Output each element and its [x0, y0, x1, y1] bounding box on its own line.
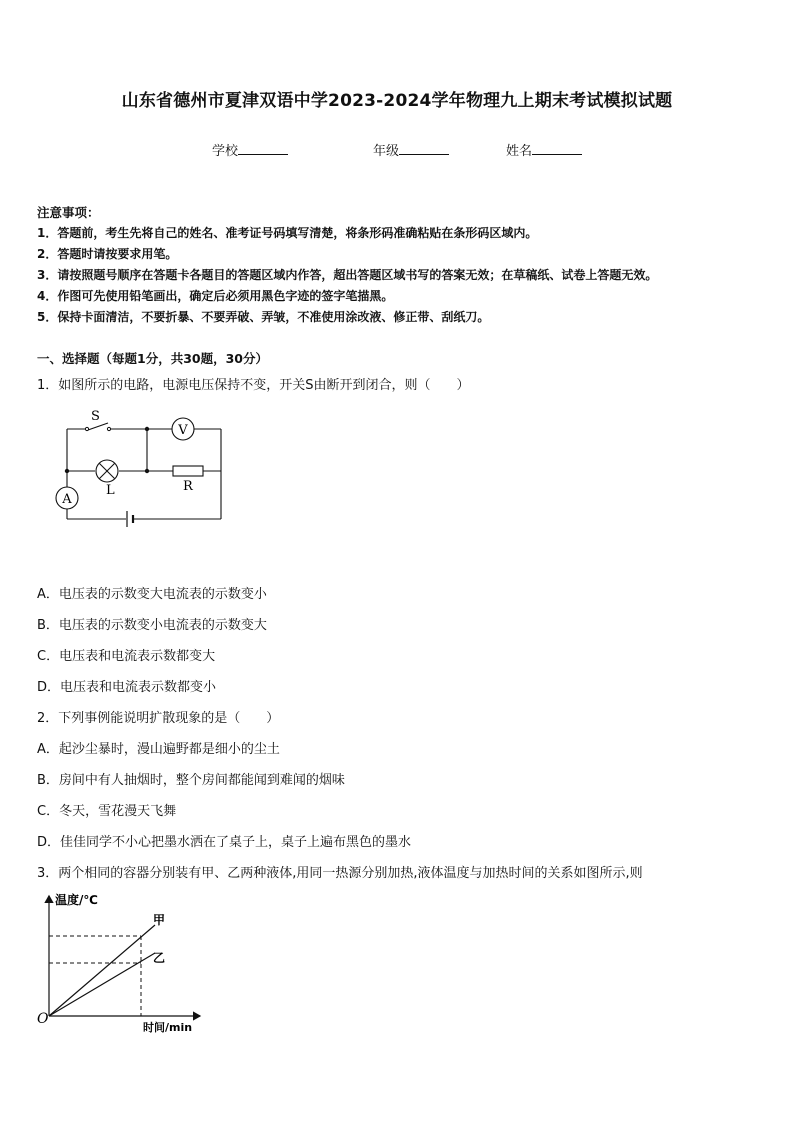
note-item: 5．保持卡面清洁，不要折暴、不要弄破、弄皱，不准使用涂改液、修正带、刮纸刀。: [37, 310, 490, 324]
battery-icon: [127, 511, 133, 527]
voltmeter-label: V: [178, 423, 188, 438]
junction-dot: [145, 427, 149, 431]
question-1-stem: 1．如图所示的电路，电源电压保持不变，开关S由断开到闭合，则（ ）: [37, 378, 470, 393]
question-1-option-c: C．电压表和电流表示数都变大: [37, 649, 216, 664]
page-title: 山东省德州市夏津双语中学2023-2024学年物理九上期末考试模拟试题: [121, 91, 673, 111]
note-item: 3．请按照题号顺序在答题卡各题目的答题区域内作答，超出答题区域书写的答案无效；在草稿纸、试卷上答题无效。: [37, 268, 658, 282]
school-field[interactable]: [212, 140, 288, 159]
resistor-icon: [173, 466, 203, 476]
switch-label: S: [91, 409, 100, 424]
question-1-option-b: B．电压表的示数变小电流表的示数变大: [37, 618, 267, 633]
temperature-time-graph: [35, 890, 205, 1035]
name-label: 姓名: [506, 144, 533, 159]
circuit-diagram: [48, 405, 233, 525]
question-2-stem: 2．下列事例能说明扩散现象的是（ ）: [37, 711, 280, 726]
question-3-stem: 3．两个相同的容器分别装有甲、乙两种液体,用同一热源分别加热,液体温度与加热时间的关系如图所示,则: [37, 866, 643, 881]
note-item: 4．作图可先使用铅笔画出，确定后必须用黑色字迹的签字笔描黑。: [37, 289, 394, 303]
junction-dot: [65, 469, 69, 473]
junction-dot: [145, 469, 149, 473]
y-axis-label: 温度/℃: [55, 893, 98, 907]
name-field[interactable]: [506, 140, 582, 159]
line-jia-label: 甲: [153, 913, 166, 927]
line-yi-label: 乙: [153, 951, 166, 965]
name-blank[interactable]: [532, 141, 582, 155]
question-2-option-a: A．起沙尘暴时，漫山遍野都是细小的尘土: [37, 742, 280, 757]
question-2-option-d: D．佳佳同学不小心把墨水洒在了桌子上，桌子上遍布黑色的墨水: [37, 835, 412, 850]
question-1-option-d: D．电压表和电流表示数都变小: [37, 680, 217, 695]
note-item: 2．答题时请按要求用笔。: [37, 247, 178, 261]
line-jia: [49, 925, 155, 1016]
grade-label: 年级: [373, 144, 400, 159]
lamp-icon: [96, 460, 118, 482]
lamp-label: L: [106, 483, 115, 498]
grade-blank[interactable]: [399, 141, 449, 155]
question-1-option-a: A．电压表的示数变大电流表的示数变小: [37, 587, 267, 602]
grade-field[interactable]: [373, 140, 449, 159]
note-item: 1．答题前，考生先将自己的姓名、准考证号码填写清楚，将条形码准确粘贴在条形码区域内。: [37, 226, 538, 240]
switch-contact: [107, 427, 110, 430]
question-2-option-c: C．冬天，雪花漫天飞舞: [37, 804, 177, 819]
question-2-option-b: B．房间中有人抽烟时，整个房间都能闻到难闻的烟味: [37, 773, 345, 788]
section-title: 一、选择题（每题1分，共30题，30分）: [37, 351, 268, 366]
notes-heading: 注意事项：: [37, 205, 100, 220]
school-blank[interactable]: [238, 141, 288, 155]
switch-contact: [85, 427, 88, 430]
line-yi: [49, 953, 155, 1016]
origin-label: O: [37, 1011, 49, 1027]
resistor-label: R: [183, 479, 193, 494]
school-label: 学校: [212, 144, 239, 159]
ammeter-label: A: [62, 492, 72, 507]
x-axis-label: 时间/min: [143, 1021, 193, 1034]
